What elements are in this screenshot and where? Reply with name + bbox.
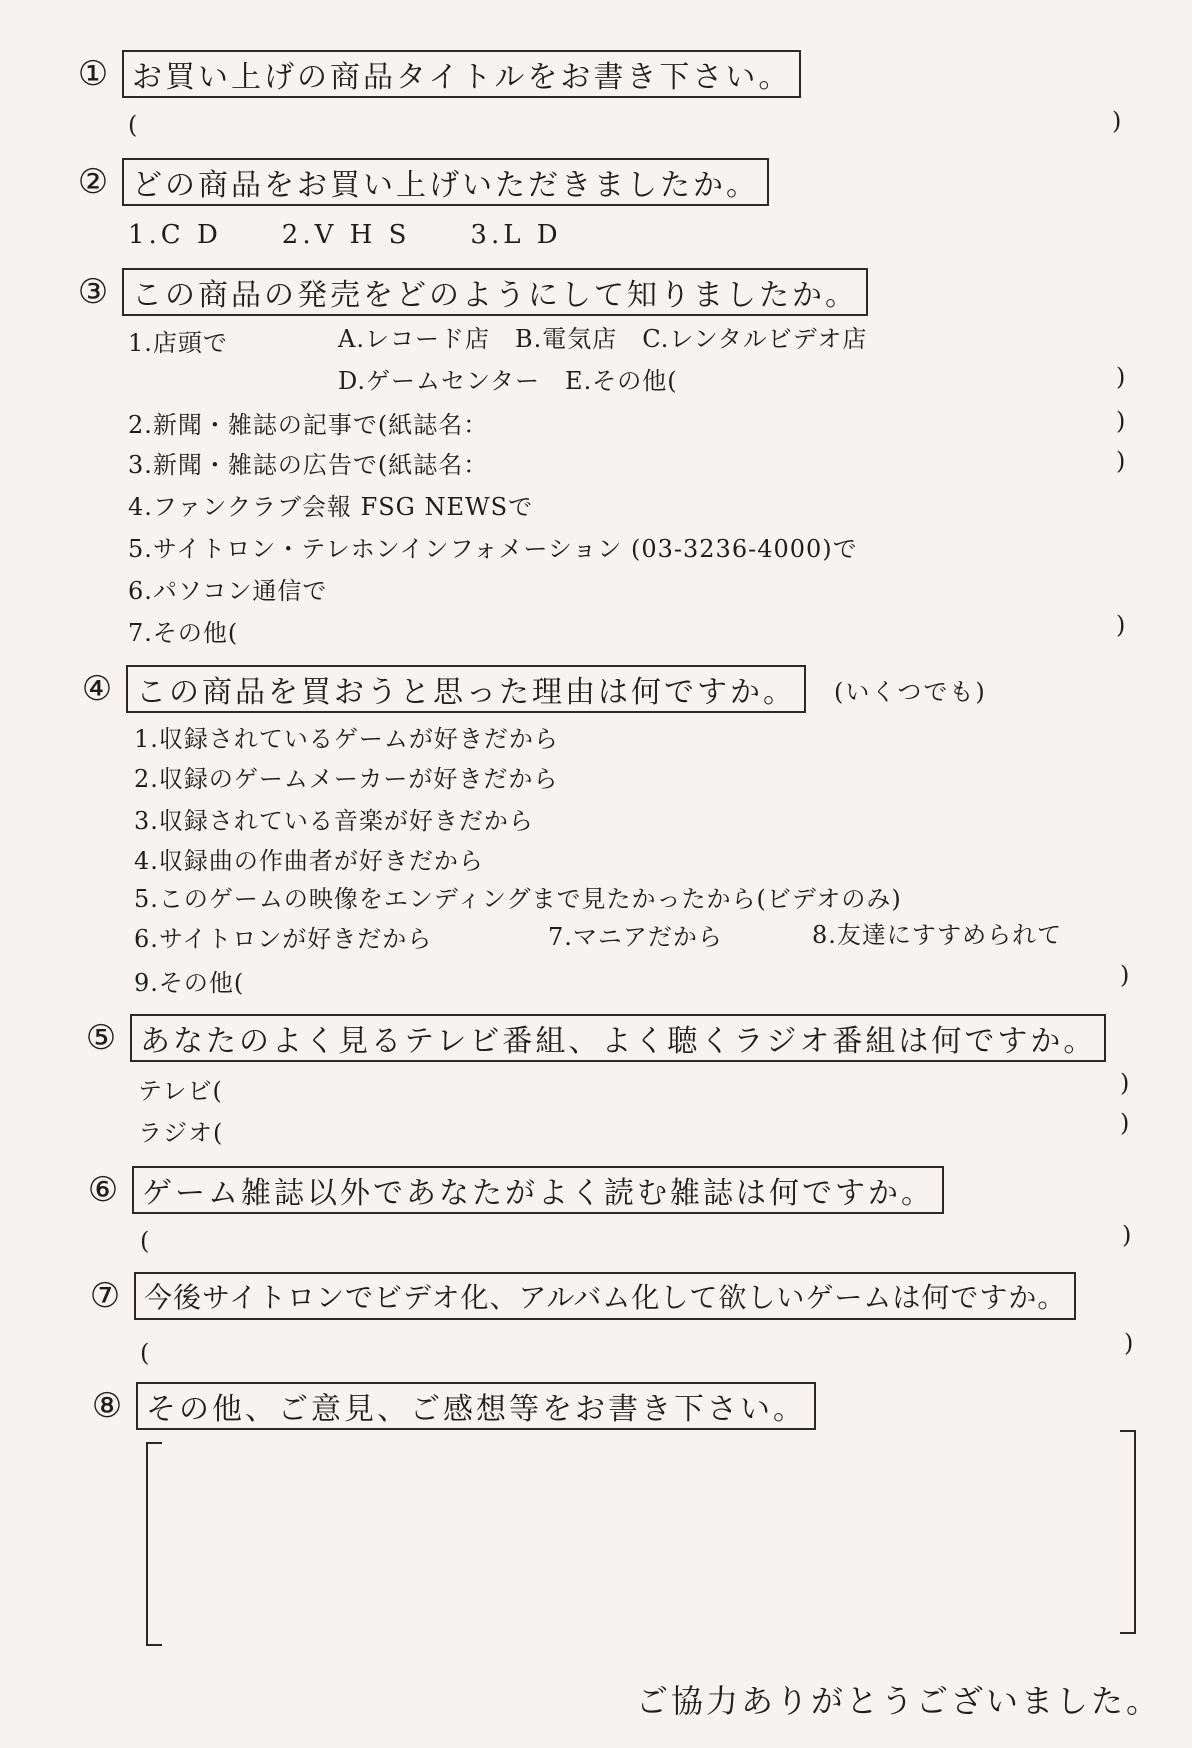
question-number: ⑥ [87, 1170, 119, 1210]
tv-answer-label: テレビ( [138, 1077, 223, 1105]
question-label: この商品を買おうと思った理由は何ですか。 [126, 665, 806, 713]
question-7 [82, 1272, 1076, 1320]
option-line: 7.その他( [128, 619, 239, 647]
option-line: 3.新聞・雑誌の広告で(紙誌名： [128, 451, 489, 479]
option-line: 3.収録されている音楽が好きだから [134, 807, 534, 835]
option-line: 2.収録のゲームメーカーが好きだから [134, 765, 559, 793]
answer-close-paren: ) [1116, 363, 1126, 391]
question-8 [84, 1382, 816, 1430]
answer-open-paren: ( [140, 1227, 151, 1255]
answer-open-paren: ( [140, 1339, 151, 1367]
answer-close-paren: ) [1116, 407, 1126, 435]
option-line: 6.サイトロンが好きだから [134, 925, 433, 953]
option-line: 5.このゲームの映像をエンディングまで見たかったから(ビデオのみ) [134, 885, 902, 913]
answer-close-paren: ) [1124, 1329, 1134, 1357]
answer-close-paren: ) [1122, 1221, 1132, 1249]
option-line: 8.友達にすすめられて [812, 921, 1063, 949]
question-label: ゲーム雑誌以外であなたがよく読む雑誌は何ですか。 [132, 1166, 944, 1214]
question-2 [70, 158, 769, 206]
option-line: 7.マニアだから [548, 923, 723, 951]
question-note: (いくつでも) [834, 677, 987, 706]
option-line: 4.収録曲の作曲者が好きだから [134, 847, 484, 875]
question-number: ⑧ [91, 1386, 123, 1426]
comment-box-left-bracket [146, 1442, 162, 1646]
comment-box-right-bracket [1120, 1430, 1136, 1634]
option-line: 6.パソコン通信で [128, 577, 328, 605]
question-number: ③ [77, 272, 109, 312]
thanks-message: ご協力ありがとうございました。 [636, 1682, 1162, 1720]
question-label: お買い上げの商品タイトルをお書き下さい。 [122, 50, 801, 98]
answer-close-paren: ) [1120, 1069, 1130, 1097]
question-number: ④ [81, 669, 113, 709]
question-label: あなたのよく見るテレビ番組、よく聴くラジオ番組は何ですか。 [130, 1014, 1106, 1062]
answer-open-paren: ( [128, 111, 139, 139]
option-line: 1.C D 2.V H S 3.L D [128, 220, 562, 250]
question-number: ② [77, 162, 109, 202]
question-number: ⑦ [89, 1276, 121, 1316]
question-number: ⑤ [85, 1018, 117, 1058]
question-6 [80, 1166, 944, 1214]
question-4 [74, 665, 987, 713]
question-label: 今後サイトロンでビデオ化、アルバム化して欲しいゲームは何ですか。 [134, 1272, 1076, 1320]
answer-close-paren: ) [1120, 1109, 1130, 1137]
option-subline: A.レコード店 B.電気店 C.レンタルビデオ店 [338, 325, 868, 353]
option-line: 2.新聞・雑誌の記事で(紙誌名： [128, 411, 489, 439]
option-subline: D.ゲームセンター E.その他( [338, 367, 678, 395]
question-label: この商品の発売をどのようにして知りましたか。 [122, 268, 868, 316]
option-line: 5.サイトロン・テレホンインフォメーション (03-3236-4000)で [128, 535, 858, 563]
answer-close-paren: ) [1112, 107, 1122, 135]
question-label: その他、ご意見、ご感想等をお書き下さい。 [136, 1382, 816, 1430]
question-label: どの商品をお買い上げいただきましたか。 [122, 158, 769, 206]
option-line: 1.店頭で [128, 329, 228, 357]
question-1 [70, 50, 801, 98]
radio-answer-label: ラジオ( [138, 1119, 224, 1147]
question-5 [78, 1014, 1106, 1062]
option-line: 4.ファンクラブ会報 FSG NEWSで [128, 493, 534, 521]
question-3 [70, 268, 868, 316]
option-line: 9.その他( [134, 969, 245, 997]
answer-close-paren: ) [1116, 611, 1126, 639]
question-number: ① [77, 54, 109, 94]
answer-close-paren: ) [1120, 961, 1130, 989]
option-line: 1.収録されているゲームが好きだから [134, 725, 559, 753]
answer-close-paren: ) [1116, 447, 1126, 475]
